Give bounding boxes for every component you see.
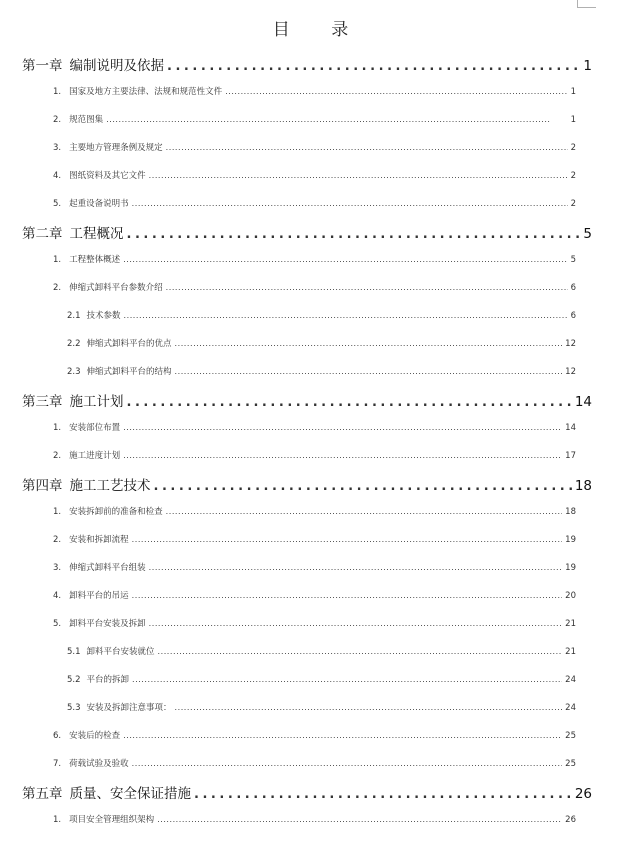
toc-entry-text: 国家及地方主要法律、法规和规范性文件 bbox=[69, 87, 223, 97]
toc-dot-leader bbox=[106, 115, 567, 124]
toc-section-entry[interactable] bbox=[53, 141, 576, 153]
toc-entry-number: 5. bbox=[53, 619, 62, 629]
toc-entry-text: 工程概况 bbox=[69, 226, 124, 242]
toc-entry-label bbox=[53, 253, 120, 265]
toc-page-number: 1 bbox=[570, 87, 576, 97]
toc-entry-number: 5.3 bbox=[67, 703, 81, 713]
toc-entry-text: 主要地方管理条例及规定 bbox=[69, 143, 163, 153]
toc-entry-number: 6. bbox=[53, 731, 62, 741]
toc-entry-label bbox=[53, 757, 129, 769]
toc-entry-label bbox=[53, 281, 163, 293]
toc-entry-number: 4. bbox=[53, 171, 62, 181]
toc-entry-text: 技术参数 bbox=[86, 311, 121, 321]
toc-dot-leader bbox=[132, 591, 563, 600]
toc-entry-number: 5.2 bbox=[67, 675, 81, 685]
toc-entry-number: 4. bbox=[53, 591, 62, 601]
toc-section-entry[interactable] bbox=[53, 533, 576, 545]
toc-entry-text: 施工计划 bbox=[69, 394, 124, 410]
toc-page-number: 25 bbox=[565, 731, 576, 741]
toc-entry-number: 第五章 bbox=[22, 786, 63, 802]
toc-page-number: 26 bbox=[574, 786, 592, 802]
toc-entry-number: 1. bbox=[53, 507, 62, 517]
toc-chapter-entry[interactable] bbox=[22, 222, 592, 242]
toc-dot-leader bbox=[149, 563, 563, 572]
toc-entry-number: 2. bbox=[53, 451, 62, 461]
toc-dot-leader bbox=[127, 395, 572, 410]
toc-chapter-entry[interactable] bbox=[22, 54, 592, 74]
toc-subsection-entry[interactable] bbox=[67, 365, 576, 377]
toc-dot-leader bbox=[158, 647, 563, 656]
toc-entry-text: 安装和拆卸流程 bbox=[69, 535, 129, 545]
toc-dot-leader bbox=[132, 675, 562, 684]
toc-subsection-entry[interactable] bbox=[67, 337, 576, 349]
toc-entry-number: 2. bbox=[53, 535, 62, 545]
toc-entry-number: 2.2 bbox=[67, 339, 81, 349]
toc-page-number: 19 bbox=[565, 535, 576, 545]
toc-entry-label bbox=[67, 645, 155, 657]
toc-chapter-entry[interactable] bbox=[22, 390, 592, 410]
toc-entry-number: 2.3 bbox=[67, 367, 81, 377]
toc-page-number: 18 bbox=[574, 478, 592, 494]
toc-subsection-entry[interactable] bbox=[67, 309, 576, 321]
toc-entry-number: 3. bbox=[53, 143, 62, 153]
toc-section-entry[interactable] bbox=[53, 757, 576, 769]
toc-section-entry[interactable] bbox=[53, 113, 576, 125]
toc-page-number: 2 bbox=[570, 171, 576, 181]
toc-entry-text: 安装及拆卸注意事项： bbox=[86, 703, 172, 713]
toc-subsection-entry[interactable] bbox=[67, 645, 576, 657]
toc-entry-text: 伸缩式卸料平台参数介绍 bbox=[69, 283, 163, 293]
toc-entry-label bbox=[53, 589, 129, 601]
toc-dot-leader bbox=[166, 507, 563, 516]
toc-dot-leader bbox=[175, 703, 563, 712]
toc-entry-text: 伸缩式卸料平台的优点 bbox=[86, 339, 172, 349]
toc-entry-text: 图纸资料及其它文件 bbox=[69, 171, 146, 181]
toc-dot-leader bbox=[132, 535, 563, 544]
toc-page-number: 5 bbox=[570, 255, 576, 265]
toc-dot-leader bbox=[123, 451, 562, 460]
toc-page-number: 21 bbox=[565, 619, 576, 629]
toc-entry-label bbox=[53, 813, 154, 825]
toc-entry-number: 1. bbox=[53, 255, 62, 265]
toc-entry-label bbox=[53, 505, 163, 517]
toc-entry-text: 伸缩式卸料平台组装 bbox=[69, 563, 146, 573]
toc-entry-label bbox=[53, 141, 163, 153]
toc-entry-number: 2.1 bbox=[67, 311, 81, 321]
toc-section-entry[interactable] bbox=[53, 85, 576, 97]
toc-section-entry[interactable] bbox=[53, 729, 576, 741]
toc-entry-number: 第四章 bbox=[22, 478, 63, 494]
toc-dot-leader bbox=[167, 59, 580, 74]
toc-entry-label bbox=[22, 222, 124, 242]
toc-chapter-entry[interactable] bbox=[22, 474, 592, 494]
toc-entry-text: 安装部位布置 bbox=[69, 423, 121, 433]
toc-entry-label bbox=[53, 729, 120, 741]
toc-entry-label bbox=[67, 365, 172, 377]
toc-page-number: 1 bbox=[570, 115, 576, 125]
toc-page-number: 20 bbox=[565, 591, 576, 601]
toc-entry-label bbox=[53, 197, 129, 209]
toc-entry-number: 2. bbox=[53, 283, 62, 293]
page-corner-mark bbox=[577, 0, 596, 8]
toc-dot-leader bbox=[123, 255, 567, 264]
toc-entry-text: 施工工艺技术 bbox=[69, 478, 151, 494]
toc-dot-leader bbox=[123, 731, 562, 740]
toc-dot-leader bbox=[132, 759, 563, 768]
toc-page-number: 21 bbox=[565, 647, 576, 657]
toc-dot-leader bbox=[127, 227, 581, 242]
toc-entry-number: 2. bbox=[53, 115, 62, 125]
toc-section-entry[interactable] bbox=[53, 449, 576, 461]
toc-dot-leader bbox=[175, 339, 563, 348]
toc-dot-leader bbox=[166, 283, 568, 292]
toc-entry-label bbox=[53, 421, 120, 433]
toc-entry-label bbox=[53, 561, 146, 573]
toc-page-number: 24 bbox=[565, 675, 576, 685]
toc-section-entry[interactable] bbox=[53, 169, 576, 181]
toc-dot-leader bbox=[166, 143, 568, 152]
toc-dot-leader bbox=[132, 199, 568, 208]
toc-page-number: 24 bbox=[565, 703, 576, 713]
toc-subsection-entry[interactable] bbox=[67, 701, 576, 713]
toc-page-number: 1 bbox=[583, 58, 592, 74]
toc-entry-label bbox=[53, 113, 103, 125]
toc-dot-leader bbox=[124, 311, 568, 320]
toc-entry-label bbox=[53, 85, 222, 97]
toc-entry-text: 项目安全管理组织架构 bbox=[69, 815, 155, 825]
toc-page-number: 18 bbox=[565, 507, 576, 517]
toc-entry-label bbox=[22, 54, 164, 74]
toc-section-entry[interactable] bbox=[53, 813, 576, 825]
toc-entry-number: 5.1 bbox=[67, 647, 81, 657]
toc-chapter-entry[interactable] bbox=[22, 782, 592, 802]
toc-dot-leader bbox=[225, 87, 567, 96]
toc-entry-label bbox=[67, 309, 121, 321]
toc-page-number: 12 bbox=[565, 339, 576, 349]
toc-page-number: 6 bbox=[570, 283, 576, 293]
toc-entry-text: 安装后的检查 bbox=[69, 731, 121, 741]
toc-page-number: 12 bbox=[565, 367, 576, 377]
toc-page-number: 2 bbox=[570, 199, 576, 209]
toc-page-number: 26 bbox=[565, 815, 576, 825]
toc-entry-label bbox=[67, 701, 172, 713]
toc-section-entry[interactable] bbox=[53, 561, 576, 573]
toc-entry-text: 卸料平台安装及拆卸 bbox=[69, 619, 146, 629]
toc-page-number: 14 bbox=[574, 394, 592, 410]
toc-entry-label bbox=[53, 617, 146, 629]
toc-page-number: 2 bbox=[570, 143, 576, 153]
toc-entry-text: 荷载试验及验收 bbox=[69, 759, 129, 769]
toc-entry-label bbox=[53, 533, 129, 545]
toc-entry-text: 安装拆卸前的准备和检查 bbox=[69, 507, 163, 517]
toc-entry-label bbox=[53, 169, 146, 181]
toc-entry-label bbox=[67, 673, 129, 685]
toc-entry-text: 质量、安全保证措施 bbox=[69, 786, 191, 802]
toc-dot-leader bbox=[149, 171, 568, 180]
toc-dot-leader bbox=[154, 479, 572, 494]
toc-entry-number: 1. bbox=[53, 815, 62, 825]
toc-entry-number: 7. bbox=[53, 759, 62, 769]
toc-page-number: 19 bbox=[565, 563, 576, 573]
toc-entry-number: 3. bbox=[53, 563, 62, 573]
toc-entry-label bbox=[22, 782, 191, 802]
toc-page-number: 25 bbox=[565, 759, 576, 769]
toc-page-number: 6 bbox=[570, 311, 576, 321]
toc-page-number: 14 bbox=[565, 423, 576, 433]
toc-section-entry[interactable] bbox=[53, 253, 576, 265]
toc-page-number: 17 bbox=[565, 451, 576, 461]
toc-entry-text: 卸料平台的吊运 bbox=[69, 591, 129, 601]
toc-section-entry[interactable] bbox=[53, 505, 576, 517]
toc-entry-text: 工程整体概述 bbox=[69, 255, 121, 265]
toc-section-entry[interactable] bbox=[53, 617, 576, 629]
toc-dot-leader bbox=[157, 815, 562, 824]
toc-entry-label bbox=[67, 337, 172, 349]
toc-section-entry[interactable] bbox=[53, 281, 576, 293]
toc-entry-text: 编制说明及依据 bbox=[69, 58, 164, 74]
toc-title: 目 录 bbox=[272, 20, 367, 40]
toc-dot-leader bbox=[194, 787, 572, 802]
toc-section-entry[interactable] bbox=[53, 197, 576, 209]
toc-dot-leader bbox=[123, 423, 562, 432]
toc-entry-text: 规范图集 bbox=[69, 115, 104, 125]
toc-entry-number: 1. bbox=[53, 87, 62, 97]
toc-dot-leader bbox=[175, 367, 563, 376]
toc-entry-label bbox=[22, 390, 124, 410]
toc-section-entry[interactable] bbox=[53, 421, 576, 433]
toc-entry-text: 伸缩式卸料平台的结构 bbox=[86, 367, 172, 377]
toc-subsection-entry[interactable] bbox=[67, 673, 576, 685]
toc-page-number: 5 bbox=[583, 226, 592, 242]
toc-entry-number: 1. bbox=[53, 423, 62, 433]
toc-section-entry[interactable] bbox=[53, 589, 576, 601]
toc-entry-text: 起重设备说明书 bbox=[69, 199, 129, 209]
toc-entry-label bbox=[22, 474, 151, 494]
toc-entry-number: 第三章 bbox=[22, 394, 63, 410]
toc-entry-text: 施工进度计划 bbox=[69, 451, 121, 461]
toc-entry-number: 第二章 bbox=[22, 226, 63, 242]
toc-entry-label bbox=[53, 449, 120, 461]
toc-entry-text: 卸料平台安装就位 bbox=[86, 647, 155, 657]
toc-entry-number: 第一章 bbox=[22, 58, 63, 74]
toc-entry-number: 5. bbox=[53, 199, 62, 209]
toc-entry-text: 平台的拆卸 bbox=[86, 675, 130, 685]
toc-dot-leader bbox=[149, 619, 563, 628]
